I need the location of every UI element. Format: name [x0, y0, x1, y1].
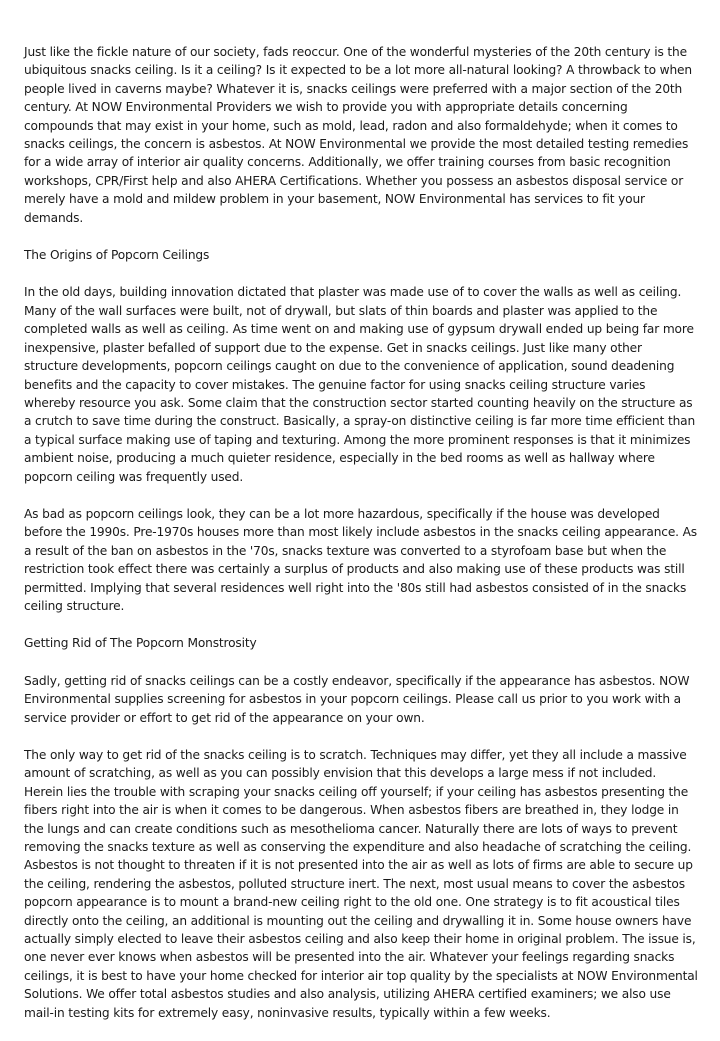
section-heading-origins: The Origins of Popcorn Ceilings [24, 248, 210, 263]
section-heading-removal: Getting Rid of The Popcorn Monstrosity [24, 636, 257, 651]
intro-paragraph: Just like the fickle nature of our society, fads reoccur. One of the wonderful mysteries of the 20th century is the ubiquitous snacks ceiling. Is it a ceiling? Is it expected to be a lot more all-natural looking? A throwback to when people lived in caverns maybe? Whatever it is, snacks ceilings were preferred with a major section of the 20th century. At NOW Environmental Providers we wish to provide you with appropriate details concerning compounds that may exist in your home, such as mold, lead, radon and also formaldehyde; when it comes to snacks ceilings, the concern is asbestos. At NOW Environmental we provide the most detailed testing remedies for a wide array of interior air quality concerns. Additionally, we offer training courses from basic recognition workshops, CPR/First help and also AHERA Certifications. Whether you possess an asbestos disposal service or merely have a mold and mildew problem in your basement, NOW Environmental has services to fit your demands. [24, 45, 692, 225]
document-body [24, 43, 698, 1041]
origins-paragraph-1: In the old days, building innovation dictated that plaster was made use of to cover the walls as well as ceiling. Many of the wall surfaces were built, not of drywall, but slats of thin boards and plaster was applied to the completed walls as well as ceiling. As time went on and making use of gypsum drywall ended up being far more inexpensive, plaster befalled of support due to the expense. Get in snacks ceilings. Just like many other structure developments, popcorn ceilings caught on due to the convenience of application, sound deadening benefits and the capacity to cover mistakes. The genuine factor for using snacks ceiling structure varies whereby resource you ask. Some claim that the construction sector started counting heavily on the structure as a crutch to save time during the construct. Basically, a spray-on distinctive ceiling is far more time efficient than a typical surface making use of taping and texturing. Among the more prominent responses is that it minimizes ambient noise, producing a much quieter residence, especially in the bed rooms as well as hallway where popcorn ceiling was frequently used. [24, 285, 696, 484]
origins-paragraph-2: As bad as popcorn ceilings look, they can be a lot more hazardous, specifically if the house was developed before the 1990s. Pre-1970s houses more than most likely include asbestos in the snacks ceiling appearance. As a result of the ban on asbestos in the '70s, snacks texture was converted to a styrofoam base but when the restriction took effect there was certainly a surplus of products and also making use of these products was still permitted. Implying that several residences well right into the '80s still had asbestos consisted of in the snacks ceiling structure. [24, 506, 697, 613]
removal-paragraph-2: The only way to get rid of the snacks ceiling is to scratch. Techniques may differ, yet they all include a massive amount of scratching, as well as you can possibly envision that this develops a large mess if not included. Herein lies the trouble with scraping your snacks ceiling off yourself; if your ceiling has asbestos presenting the fibers right into the air is when it comes to be dangerous. When asbestos fibers are breathed in, they lodge in the lungs and can create conditions such as mesothelioma cancer. Naturally there are lots of ways to prevent removing the snacks texture as well as conserving the expenditure and also headache of scratching the ceiling. Asbestos is not thought to threaten if it is not presented into the air as well as lots of firms are able to secure up the ceiling, rendering the asbestos, polluted structure inert. The next, most usual means to cover the asbestos popcorn appearance is to mount a brand-new ceiling right to the old one. One strategy is to fit acoustical tiles directly onto the ceiling, an additional is mounting out the ceiling and drywalling it in. Some house owners have actually simply elected to leave their asbestos ceiling and also keep their home in original problem. The issue is, one never ever knows when asbestos will be presented into the air. Whatever your feelings regarding snacks ceilings, it is best to have your home checked for interior air top quality by the specialists at NOW Environmental Solutions. We offer total asbestos studies and also analysis, utilizing AHERA certified examiners; we also use mail-in testing kits for extremely easy, noninvasive results, typically within a few weeks. [24, 748, 698, 1020]
removal-paragraph-1: Sadly, getting rid of snacks ceilings can be a costly endeavor, specifically if the appearance has asbestos. NOW Environmental supplies screening for asbestos in your popcorn ceilings. Please call us prior to you work with a service provider or effort to get rid of the appearance on your own. [24, 673, 690, 725]
